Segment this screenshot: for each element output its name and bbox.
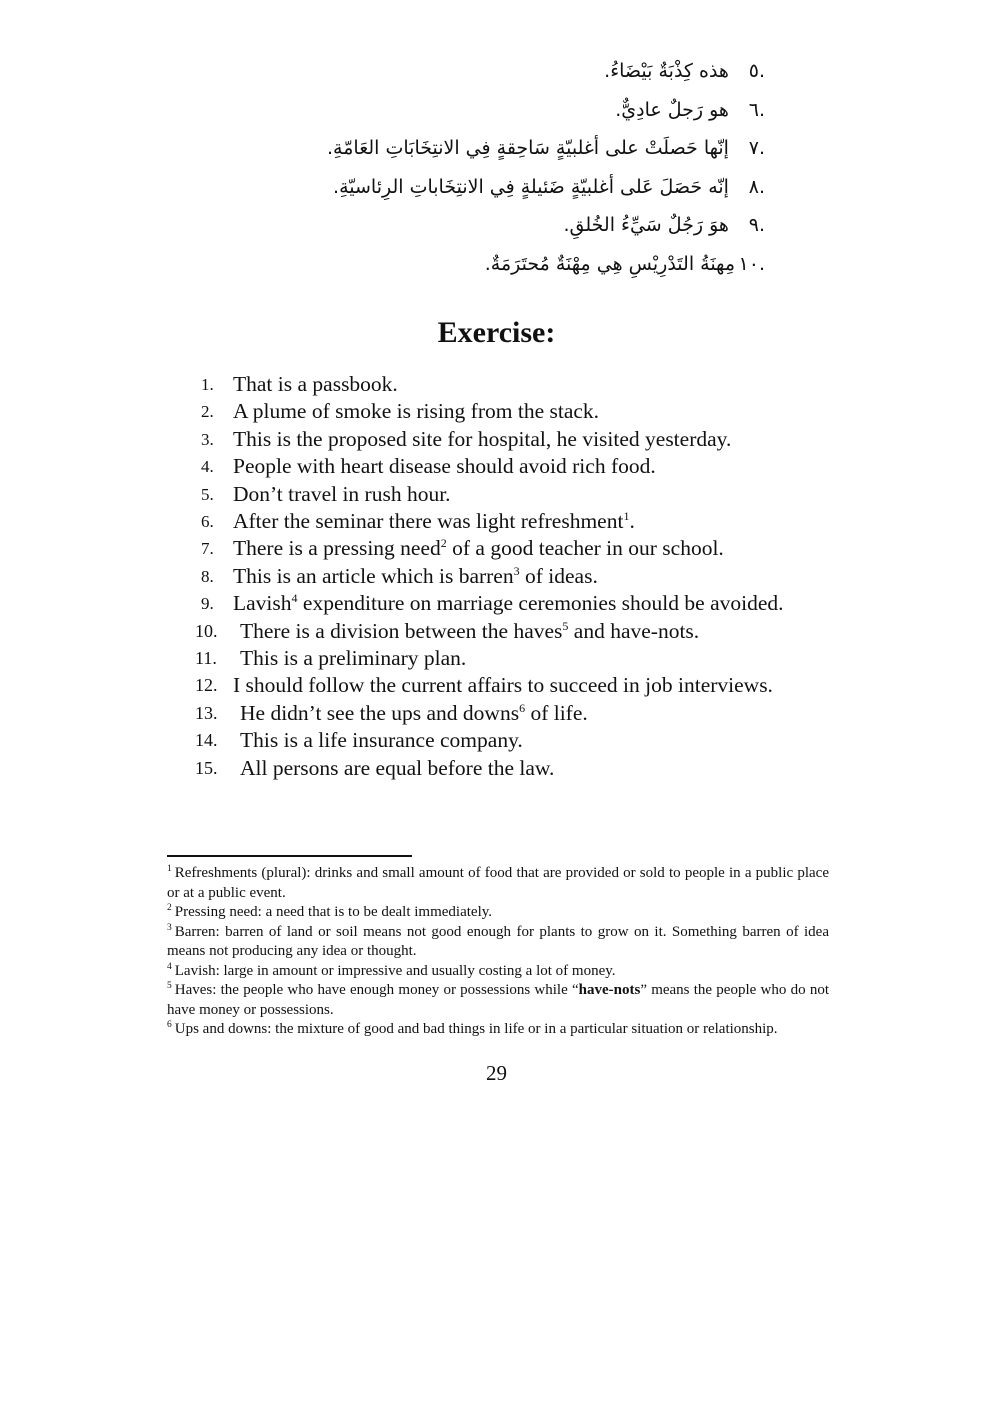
arabic-item-text: هوَ رَجُلٌ سَيِّءُ الخُلقِ. [563,214,729,236]
exercise-item-text: This is a life insurance company. [240,728,523,753]
arabic-item [205,129,765,168]
exercise-item [195,590,829,617]
footnotes [167,864,829,1040]
exercise-item-number: 3. [201,429,214,449]
exercise-item-number: 9. [201,594,214,614]
footnote [167,864,829,903]
footnote-ref: 5 [562,618,569,633]
footnote [167,1020,829,1040]
arabic-item [205,168,765,207]
footnote-number: 4 [167,961,172,972]
exercise-item-text: People with heart disease should avoid rich food. [233,454,656,479]
exercise-heading: Exercise: [437,316,556,349]
footnote [167,923,829,962]
arabic-item-text: مِهنَةُ التَدْرِيْسِ هِي مِهْنَةٌ مُحتَرَمَةٌ. [484,252,735,275]
footnote-text: Barren: barren of land or soil means not good enough for plants to grow on it. Something barren of idea means not producing any idea or thought. [167,923,829,959]
footnote-number: 2 [167,903,172,913]
arabic-item-number: .١٠ [738,252,765,275]
exercise-item-text: There is a pressing need$^2$ of a good teacher in our school. [233,536,724,561]
arabic-item-number: .٩ [748,214,765,236]
exercise-item-text: Don’t travel in rush hour. [233,481,451,506]
arabic-item-text: إنّه حَصَلَ عَلى أغلبيّةٍ ضَئيلةٍ فِي الانتِخَاباتِ الرِئاسيّةِ. [333,175,729,198]
footnote-number: 3 [167,922,172,933]
footnote [167,962,829,982]
arabic-item-number: .٧ [748,137,765,159]
exercise-item-text: I should follow the current affairs to succeed in job interviews. [233,673,773,698]
arabic-item [205,245,765,284]
footnote-ref: 4 [291,591,298,606]
arabic-item-text: هذه كِذْبَةٌ بَيْضَاءُ. [604,60,729,82]
footnote-number: 6 [167,1020,172,1030]
exercise-item-number: 11. [195,648,217,669]
arabic-item-text: إنّها حَصلَتْ على أغلبيّةٍ سَاحِقةٍ فِي الانتِخَابَاتِ العَامّةِ. [327,137,729,159]
exercise-item-number: 2. [201,402,214,422]
footnote [167,903,829,923]
footnote-ref: 3 [513,563,520,578]
arabic-item-number: .٦ [748,98,765,121]
exercise-item-number: 14. [195,730,218,751]
exercise-item-number: 15. [195,757,218,778]
exercise-item-text: That is a passbook. [233,372,398,396]
exercise-item [195,426,829,453]
exercise-item-number: 8. [201,566,214,586]
exercise-item [195,481,829,508]
footnote-number: 1 [167,864,172,874]
exercise-item-number: 1. [201,375,214,394]
exercise-item [195,727,829,754]
arabic-item [205,206,765,245]
exercise-item-text: Lavish$^4$ expenditure on marriage ceremonies should be avoided. [233,591,784,616]
footnote-text: Haves: the people who have enough money or possessions while “have-nots” means the people who do not have money or possessions. [167,982,829,1018]
exercise-item-text: This is the proposed site for hospital, he visited yesterday. [233,426,732,451]
exercise-item-number: 4. [201,457,214,477]
arabic-sentence-list [205,52,765,283]
footnote-text: Pressing need: a need that is to be dealt immediately. [174,904,493,920]
footnote-ref: 2 [440,536,447,551]
footnote-ref: 6 [519,700,526,715]
arabic-item [205,91,765,130]
footnote-ref: 1 [623,509,630,524]
exercise-item [195,672,829,699]
exercise-item-text: He didn’t see the ups and downs$^6$ of life. [240,700,588,725]
arabic-item [205,52,765,91]
footnote-separator [167,855,412,857]
exercise-item-number: 7. [201,539,214,559]
exercise-item [195,398,829,425]
exercise-list [195,371,829,782]
exercise-item [195,453,829,480]
exercise-item-number: 13. [195,702,218,723]
arabic-item-text: هو رَجلٌ عادِيٌّ. [615,98,729,121]
exercise-item-text: A plume of smoke is rising from the stack. [233,399,600,424]
footnote-number: 5 [167,981,172,991]
exercise-item-number: 12. [195,675,218,696]
footnote-text: Ups and downs: the mixture of good and bad things in life or in a particular situation or relationship. [174,1021,778,1037]
arabic-item-number: .٨ [748,175,765,198]
exercise-item [195,508,829,535]
page-number: 29 [486,1061,507,1085]
exercise-item-text: All persons are equal before the law. [240,755,555,780]
exercise-item-text: This is an article which is barren$^3$ of ideas. [233,563,598,588]
exercise-item [195,700,829,727]
arabic-item-number: .٥ [748,60,765,82]
exercise-item-number: 10. [195,620,218,641]
exercise-item [195,618,829,645]
exercise-item-text: There is a division between the haves$^5$ and have-nots. [240,618,700,643]
footnote [167,981,829,1020]
exercise-item-number: 5. [201,484,214,504]
exercise-item [195,371,829,398]
exercise-item [195,645,829,672]
footnote-text: Refreshments (plural): drinks and small amount of food that are provided or sold to people in a public place or at a public event. [167,865,829,901]
exercise-item-text: This is a preliminary plan. [240,646,467,671]
footnote-text: Lavish: large in amount or impressive and usually costing a lot of money. [174,962,616,979]
exercise-item [195,755,829,782]
exercise-item [195,535,829,562]
exercise-item-number: 6. [201,512,214,532]
exercise-item-text: After the seminar there was light refreshment$^1$. [233,509,635,534]
exercise-item [195,563,829,590]
